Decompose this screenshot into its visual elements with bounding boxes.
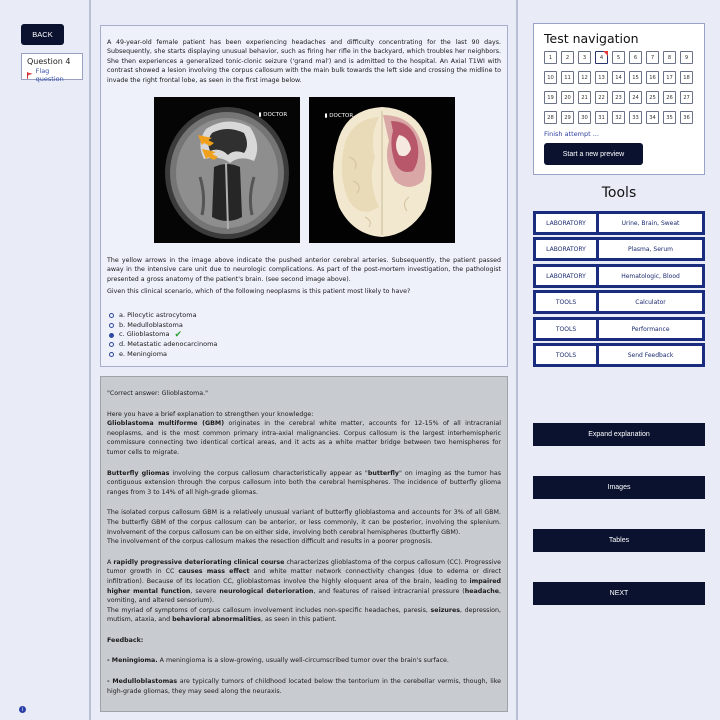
- radio-icon[interactable]: [109, 323, 114, 328]
- tool-row-plasma: [533, 237, 705, 261]
- nav-question-22[interactable]: 22: [595, 91, 608, 104]
- info-icon[interactable]: i: [19, 706, 26, 713]
- radio-icon[interactable]: [109, 352, 114, 357]
- finish-attempt-link[interactable]: Finish attempt ...: [544, 130, 599, 138]
- mri-illustration: [154, 97, 300, 243]
- gross-brain-image[interactable]: [309, 97, 455, 243]
- tool-row-feedback: [533, 343, 705, 367]
- nav-question-12[interactable]: 12: [578, 71, 591, 84]
- nav-question-20[interactable]: 20: [561, 91, 574, 104]
- nav-question-30[interactable]: 30: [578, 111, 591, 124]
- nav-question-34[interactable]: 34: [646, 111, 659, 124]
- images-button[interactable]: Images: [533, 476, 705, 499]
- feedback-meningioma: - Meningioma. A meningioma is a slow-growing, usually well-circumscribed tumor over the brain's surface.: [107, 657, 449, 665]
- expand-explanation-button[interactable]: Expand explanation: [533, 423, 705, 446]
- tool-category-button[interactable]: TOOLS: [536, 346, 596, 364]
- nav-question-16[interactable]: 16: [646, 71, 659, 84]
- tools-title: Tools: [601, 185, 637, 201]
- question-card: [21, 53, 83, 83]
- doctor-watermark-2: ▮ DOCTOR: [324, 113, 354, 120]
- tool-row-hematologic: [533, 264, 705, 288]
- tool-plasma-serum-button[interactable]: Plasma, Serum: [599, 240, 702, 258]
- tool-category-button[interactable]: LABORATORY: [536, 267, 596, 285]
- nav-question-2[interactable]: 2: [561, 51, 574, 64]
- nav-question-24[interactable]: 24: [629, 91, 642, 104]
- explanation-panel: [100, 376, 508, 712]
- start-preview-button[interactable]: Start a new preview: [544, 143, 643, 165]
- nav-question-4[interactable]: 4: [595, 51, 608, 64]
- explanation-p4: A rapidly progressive deteriorating clinical course characterizes glioblastoma of the corpus callosum (CC). Progressive tumor growth in CC causes mass effect and white matter network connectivity changes (due to edema or direct infiltration). Because of its location CC, glioblastomas involve the highly eloquent area of the brain, leading to impaired higher mental function, severe neurological deterioration, and features of raised intracranial pressure (headache, vomiting, and altered sensorium).: [107, 558, 502, 605]
- tool-hematologic-blood-button[interactable]: Hematologic, Blood: [599, 267, 702, 285]
- nav-question-3[interactable]: 3: [578, 51, 591, 64]
- nav-question-6[interactable]: 6: [629, 51, 642, 64]
- nav-question-17[interactable]: 17: [663, 71, 676, 84]
- tool-calculator-button[interactable]: Calculator: [599, 293, 702, 311]
- nav-question-19[interactable]: 19: [544, 91, 557, 104]
- flag-icon: [27, 72, 33, 79]
- nav-question-27[interactable]: 27: [680, 91, 693, 104]
- right-divider: [516, 0, 518, 720]
- nav-question-33[interactable]: 33: [629, 111, 642, 124]
- question-stem: A 49-year-old female patient has been experiencing headaches and difficulty concentrating for the last 90 days. Subsequently, she starts displaying unusual behavior, such as firing her rifle in the backyard, which troubles her neighbors. She then experiences a generalized tonic-clonic seizure ('grand mal') and is admitted to the hospital. An Axial T1WI with contrast showed a lesion involving the corpus callosum with the main bulk towards the left side and crossing the midline to invade the right frontal lobe, as seen in the first image below.: [107, 39, 501, 84]
- tool-urine-brain-sweat-button[interactable]: Urine, Brain, Sweat: [599, 214, 702, 232]
- answer-options: [107, 311, 501, 360]
- nav-question-5[interactable]: 5: [612, 51, 625, 64]
- option-b[interactable]: b. Medulloblastoma: [109, 320, 501, 330]
- nav-question-28[interactable]: 28: [544, 111, 557, 124]
- nav-question-15[interactable]: 15: [629, 71, 642, 84]
- checkmark-icon: ✔: [174, 330, 183, 341]
- radio-icon[interactable]: [109, 342, 114, 347]
- feedback-heading: Feedback:: [107, 636, 144, 644]
- explanation-intro: Here you have a brief explanation to strengthen your knowledge:: [107, 410, 314, 418]
- tool-row-calculator: [533, 290, 705, 314]
- test-navigation: [533, 23, 705, 175]
- radio-selected-icon[interactable]: [109, 333, 114, 338]
- nav-question-32[interactable]: 32: [612, 111, 625, 124]
- nav-question-1[interactable]: 1: [544, 51, 557, 64]
- tables-button[interactable]: Tables: [533, 529, 705, 552]
- question-number: Question 4: [27, 57, 71, 66]
- nav-question-18[interactable]: 18: [680, 71, 693, 84]
- nav-question-10[interactable]: 10: [544, 71, 557, 84]
- nav-question-35[interactable]: 35: [663, 111, 676, 124]
- flag-question-label: Flag question: [35, 67, 64, 83]
- nav-title: Test navigation: [544, 31, 639, 46]
- correct-answer-text: "Correct answer: Glioblastoma.": [107, 390, 208, 397]
- question-images: [107, 97, 501, 243]
- question-grid: [544, 51, 694, 124]
- radio-icon[interactable]: [109, 313, 114, 318]
- explanation-p2: Butterfly gliomas involving the corpus callosum characteristically appear as "butterfly" on imaging as the tumor has contiguous extension through the corpus callosum into both the cerebral hemispheres. The incidence of butterfly glioma ranges from 3 to 14% of all high-grade gliomas.: [107, 469, 501, 496]
- explanation-p1: Glioblastoma multiforme (GBM) originates in the cerebral white matter, accounts for 12-15% of all intracranial neoplasms, and is the most common primary intra-axial malignancies. Corpus callosum is the largest interhemispheric commissure connecting two identical cortical areas, and it acts as a white matter bridge between two hemispheres for tumor cells to migrate.: [107, 420, 502, 456]
- feedback-medulloblastoma: - Medulloblastomas are typically tumors of childhood located below the tentorium in the cerebellar vermis, though, like high-grade gliomas, they may seed along the neuraxis.: [107, 678, 501, 695]
- nav-question-23[interactable]: 23: [612, 91, 625, 104]
- nav-question-29[interactable]: 29: [561, 111, 574, 124]
- mri-image[interactable]: [154, 97, 300, 243]
- option-a[interactable]: a. Pilocytic astrocytoma: [109, 311, 501, 321]
- nav-question-7[interactable]: 7: [646, 51, 659, 64]
- nav-question-31[interactable]: 31: [595, 111, 608, 124]
- nav-question-11[interactable]: 11: [561, 71, 574, 84]
- nav-question-9[interactable]: 9: [680, 51, 693, 64]
- nav-question-8[interactable]: 8: [663, 51, 676, 64]
- nav-question-36[interactable]: 36: [680, 111, 693, 124]
- nav-question-13[interactable]: 13: [595, 71, 608, 84]
- tool-row-urine: [533, 211, 705, 235]
- nav-question-25[interactable]: 25: [646, 91, 659, 104]
- question-prompt: Given this clinical scenario, which of the following neoplasms is this patient most likely to have?: [107, 288, 411, 296]
- nav-question-26[interactable]: 26: [663, 91, 676, 104]
- tool-category-button[interactable]: TOOLS: [536, 293, 596, 311]
- tool-row-performance: [533, 317, 705, 341]
- flag-question-link[interactable]: [27, 67, 77, 83]
- nav-question-21[interactable]: 21: [578, 91, 591, 104]
- tool-category-button[interactable]: LABORATORY: [536, 240, 596, 258]
- tool-send-feedback-button[interactable]: Send Feedback: [599, 346, 702, 364]
- tool-category-button[interactable]: TOOLS: [536, 320, 596, 338]
- left-divider: [89, 0, 91, 720]
- option-e[interactable]: e. Meningioma: [109, 350, 501, 360]
- option-c[interactable]: c. Glioblastoma ✔: [109, 330, 501, 340]
- option-d[interactable]: d. Metastatic adenocarcinoma: [109, 340, 501, 350]
- tool-performance-button[interactable]: Performance: [599, 320, 702, 338]
- explanation-p3b: The involvement of the corpus callosum makes the resection difficult and results in a poorer prognosis.: [107, 538, 433, 546]
- explanation-p3: The isolated corpus callosum GBM is a relatively unusual variant of butterfly glioblastoma and accounts for 3% of all GBM. The butterfly GBM of the corpus callosum can be anterior, or less commonly, it can be posterior, involving the splenium. Involvement of the corpus callosum can be on either side, involving both cerebral hemispheres (butterfly GBM).: [107, 509, 501, 536]
- question-panel: [100, 25, 508, 367]
- back-button[interactable]: BACK: [21, 24, 64, 45]
- doctor-watermark: ▮ DOCTOR: [258, 112, 288, 119]
- tool-category-button[interactable]: LABORATORY: [536, 214, 596, 232]
- question-after-images: The yellow arrows in the image above indicate the pushed anterior cerebral arteries. Subsequently, the patient passed away in the intensive care unit due to neurologic complications. As part of the post-mortem investigation, the pathologist presented a gross anatomy of the patient's brain. (see second image above).: [107, 257, 501, 283]
- next-button[interactable]: NEXT: [533, 582, 705, 605]
- explanation-p5: The myriad of symptoms of corpus callosum involvement includes non-specific headaches, paresis, seizures, depression, mutism, ataxia, and behavioral abnormalities, as seen in this patient.: [107, 606, 501, 624]
- nav-question-14[interactable]: 14: [612, 71, 625, 84]
